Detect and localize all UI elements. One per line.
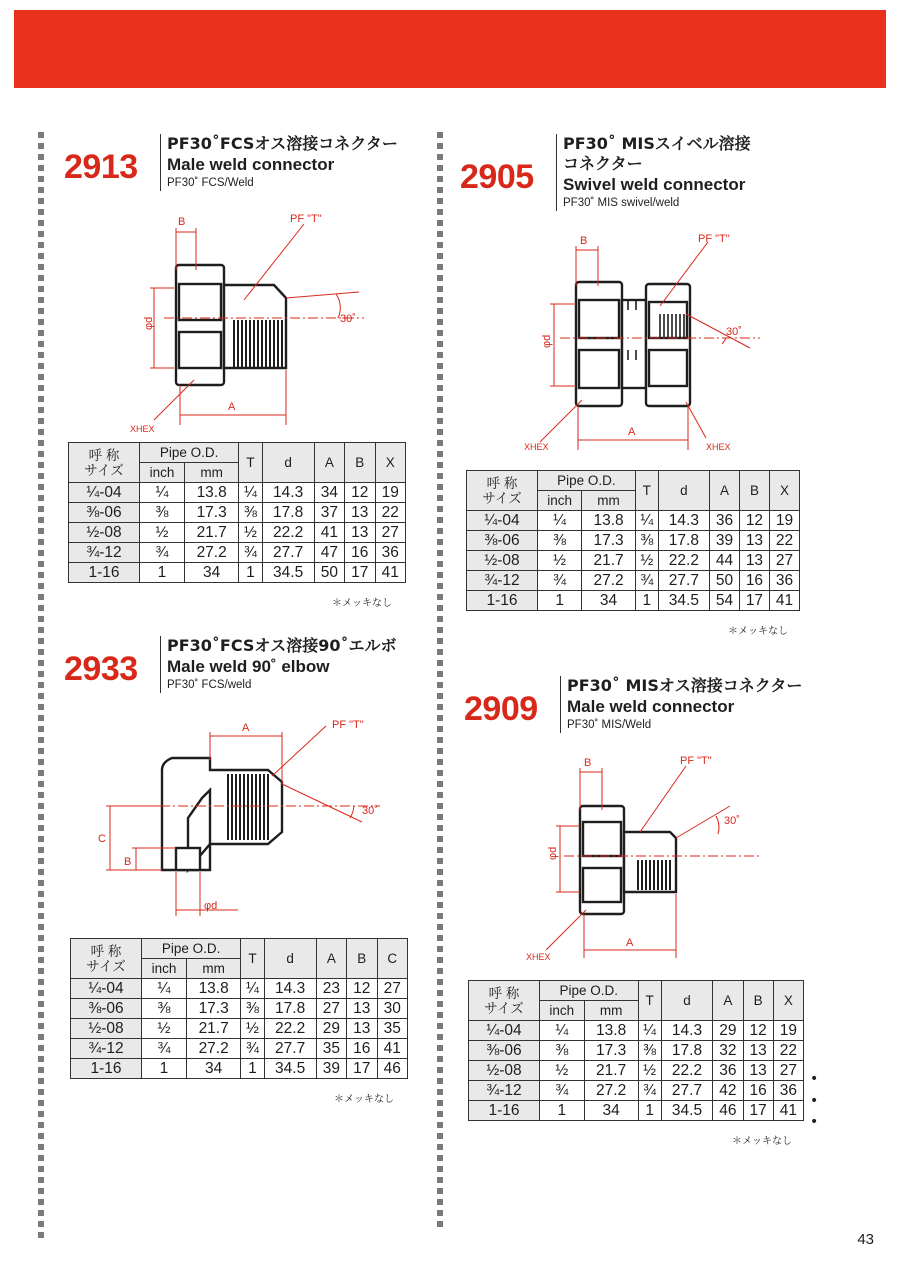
- cell: 16: [739, 571, 769, 591]
- header-d: d: [661, 981, 713, 1021]
- technical-drawing-2913: [124, 210, 384, 440]
- label-d: φd: [547, 846, 559, 860]
- cell: 46: [377, 1059, 407, 1079]
- header-t: T: [241, 939, 264, 979]
- cell: 12: [739, 511, 769, 531]
- cell: 36: [713, 1061, 743, 1081]
- cell: 17.8: [658, 531, 709, 551]
- product-2933: [64, 636, 434, 1116]
- cell: 34: [184, 563, 238, 583]
- header-size: 呼 称 サイズ: [467, 471, 538, 511]
- spec-table-2905: [466, 470, 800, 611]
- cell: ½: [538, 551, 582, 571]
- header-pipe-od: Pipe O.D.: [538, 471, 636, 491]
- cell: 22.2: [661, 1061, 713, 1081]
- cell-size: ¼-04: [467, 511, 538, 531]
- cell: 13.8: [582, 511, 636, 531]
- product-subname: PF30˚ MIS/Weld: [567, 719, 652, 731]
- cell: 46: [713, 1101, 743, 1121]
- cell: 34: [584, 1101, 638, 1121]
- cell: 41: [375, 563, 405, 583]
- header-inch: inch: [538, 491, 582, 511]
- left-column-divider: [38, 132, 44, 1240]
- cell: ¼: [142, 979, 187, 999]
- header-x: X: [375, 443, 405, 483]
- cell: 27.7: [262, 543, 314, 563]
- label-angle: 30˚: [340, 313, 356, 325]
- cell: 32: [713, 1041, 743, 1061]
- cell: ¾: [142, 1039, 187, 1059]
- header-d: d: [658, 471, 709, 511]
- cell: 29: [713, 1021, 743, 1041]
- cell: 34.5: [661, 1101, 713, 1121]
- cell: 27.2: [584, 1081, 638, 1101]
- product-subname: PF30˚ FCS/Weld: [167, 177, 254, 189]
- cell: 12: [347, 979, 377, 999]
- technical-drawing-2933: [92, 712, 402, 932]
- label-b: B: [178, 216, 186, 228]
- cell: 27.7: [661, 1081, 713, 1101]
- cell: 13: [743, 1061, 773, 1081]
- cell: 12: [345, 483, 375, 503]
- label-d: φd: [204, 900, 218, 912]
- cell: 39: [316, 1059, 346, 1079]
- cell-size: 1-16: [71, 1059, 142, 1079]
- page-number: 43: [857, 1231, 874, 1248]
- header-size: 呼 称 サイズ: [69, 443, 140, 483]
- cell-size: ⅜-06: [469, 1041, 540, 1061]
- cell: ⅜: [239, 503, 262, 523]
- cell: 21.7: [582, 551, 636, 571]
- cell: 37: [314, 503, 344, 523]
- cell: 14.3: [661, 1021, 713, 1041]
- table-row: [71, 1059, 408, 1079]
- cell: ⅜: [540, 1041, 585, 1061]
- row-mark: •: [810, 1092, 819, 1109]
- cell: ¼: [538, 511, 582, 531]
- cell: 1: [142, 1059, 187, 1079]
- product-number: 2913: [64, 148, 138, 186]
- cell: 1: [538, 591, 582, 611]
- cell: ¼: [540, 1021, 585, 1041]
- table-row: [469, 1021, 804, 1041]
- cell: 50: [314, 563, 344, 583]
- header-mm: mm: [186, 959, 240, 979]
- cell: 36: [769, 571, 799, 591]
- table-row: [71, 1039, 408, 1059]
- cell-size: ½-08: [69, 523, 140, 543]
- table-row: [467, 511, 800, 531]
- cell: ¼: [241, 979, 264, 999]
- cell: 17: [743, 1101, 773, 1121]
- row-mark: •: [810, 1071, 819, 1087]
- cell: 1: [638, 1101, 661, 1121]
- header-x: X: [773, 981, 803, 1021]
- cell-size: ¾-12: [469, 1081, 540, 1101]
- header-pipe-od: Pipe O.D.: [140, 443, 239, 463]
- header-d: d: [264, 939, 316, 979]
- product-2909: [464, 676, 854, 1156]
- plating-note: ＊メッキなし: [334, 1094, 394, 1105]
- cell: 17: [347, 1059, 377, 1079]
- product-2905: [460, 134, 840, 644]
- row-mark: •: [810, 1114, 819, 1130]
- cell: 1: [241, 1059, 264, 1079]
- table-row: [469, 1081, 804, 1101]
- label-a: A: [228, 401, 236, 413]
- cell: 27.2: [184, 543, 238, 563]
- cell: 35: [316, 1039, 346, 1059]
- product-names: [160, 636, 397, 693]
- cell: ½: [638, 1061, 661, 1081]
- cell: 34: [186, 1059, 240, 1079]
- header-inch: inch: [540, 1001, 585, 1021]
- cell: ¾: [239, 543, 262, 563]
- table-row: [467, 571, 800, 591]
- cell: ⅜: [142, 999, 187, 1019]
- label-angle: 30˚: [724, 815, 740, 827]
- product-names: [160, 134, 398, 191]
- header-t: T: [638, 981, 661, 1021]
- plating-note: ＊メッキなし: [728, 626, 788, 637]
- header-size: 呼 称 サイズ: [71, 939, 142, 979]
- cell: ¾: [140, 543, 185, 563]
- cell: 13: [743, 1041, 773, 1061]
- cell: 21.7: [584, 1061, 638, 1081]
- cell: ½: [540, 1061, 585, 1081]
- cell: 13: [345, 503, 375, 523]
- cell: 23: [316, 979, 346, 999]
- cell-size: 1-16: [469, 1101, 540, 1121]
- cell: ¾: [540, 1081, 585, 1101]
- cell: 13: [347, 1019, 377, 1039]
- label-a: A: [242, 722, 250, 734]
- product-name-jp: PF30˚FCSオス溶接コネクター: [167, 134, 398, 153]
- label-d: φd: [541, 334, 553, 348]
- cell: 17.8: [661, 1041, 713, 1061]
- cell: ¾: [538, 571, 582, 591]
- product-number: 2933: [64, 650, 138, 688]
- table-row: [467, 551, 800, 571]
- cell: 36: [773, 1081, 803, 1101]
- product-name-jp: PF30˚ MISオス溶接コネクター: [567, 676, 803, 695]
- label-b: B: [580, 235, 588, 247]
- cell: 19: [773, 1021, 803, 1041]
- cell: 13: [347, 999, 377, 1019]
- cell-size: ¾-12: [71, 1039, 142, 1059]
- cell: 41: [773, 1101, 803, 1121]
- cell: ⅜: [241, 999, 264, 1019]
- cell: ¼: [635, 511, 658, 531]
- plating-note: ＊メッキなし: [732, 1136, 792, 1147]
- cell: 12: [743, 1021, 773, 1041]
- label-a: A: [626, 937, 634, 949]
- product-name-jp: PF30˚FCSオス溶接90˚エルボ: [167, 636, 397, 655]
- cell: 16: [347, 1039, 377, 1059]
- cell: 21.7: [186, 1019, 240, 1039]
- cell: 13.8: [186, 979, 240, 999]
- cell: 13: [739, 531, 769, 551]
- label-angle: 30˚: [726, 326, 742, 338]
- table-row: [69, 543, 406, 563]
- cell: 14.3: [262, 483, 314, 503]
- cell: 34: [314, 483, 344, 503]
- cell: 19: [375, 483, 405, 503]
- label-pf: PF "T": [290, 213, 322, 225]
- cell: 1: [140, 563, 185, 583]
- table-row: [469, 1041, 804, 1061]
- cell: 36: [709, 511, 739, 531]
- label-pf: PF "T": [680, 755, 712, 767]
- cell-size: ¾-12: [467, 571, 538, 591]
- table-row: [467, 531, 800, 551]
- header-t: T: [635, 471, 658, 511]
- cell: 17.3: [582, 531, 636, 551]
- header-a: A: [709, 471, 739, 511]
- cell: 35: [377, 1019, 407, 1039]
- table-row: [69, 563, 406, 583]
- cell: 44: [709, 551, 739, 571]
- plating-note: ＊メッキなし: [332, 598, 392, 609]
- cell: 1: [239, 563, 262, 583]
- cell: 16: [743, 1081, 773, 1101]
- cell-size: ¼-04: [469, 1021, 540, 1041]
- cell: 27: [773, 1061, 803, 1081]
- cell: 16: [345, 543, 375, 563]
- cell: 29: [316, 1019, 346, 1039]
- table-row: [69, 523, 406, 543]
- cell-size: ½-08: [467, 551, 538, 571]
- table-row: [467, 591, 800, 611]
- technical-drawing-2905: [520, 230, 800, 452]
- cell: 21.7: [184, 523, 238, 543]
- cell: 13: [739, 551, 769, 571]
- table-row: [71, 1019, 408, 1039]
- label-hex-right: XHEX: [706, 442, 731, 452]
- cell: 39: [709, 531, 739, 551]
- header-c: C: [377, 939, 407, 979]
- product-name-jp-line2: コネクター: [563, 154, 643, 173]
- cell-size: ¾-12: [69, 543, 140, 563]
- cell: 27.2: [582, 571, 636, 591]
- label-a: A: [628, 426, 636, 438]
- cell: 17.3: [186, 999, 240, 1019]
- cell: 22.2: [264, 1019, 316, 1039]
- cell: 22: [769, 531, 799, 551]
- header-b: B: [739, 471, 769, 511]
- table-row: [469, 1101, 804, 1121]
- header-size: 呼 称 サイズ: [469, 981, 540, 1021]
- cell: 22.2: [658, 551, 709, 571]
- label-angle: 30˚: [362, 805, 378, 817]
- label-pf: PF "T": [332, 719, 364, 731]
- cell: 30: [377, 999, 407, 1019]
- cell: 34.5: [264, 1059, 316, 1079]
- row-mark: [810, 1026, 818, 1048]
- header-mm: mm: [184, 463, 238, 483]
- cell: 17: [739, 591, 769, 611]
- header-t: T: [239, 443, 262, 483]
- label-b: B: [584, 757, 592, 769]
- spec-table-2909: [468, 980, 804, 1121]
- spec-table-2913: [68, 442, 406, 583]
- product-names: [560, 676, 802, 733]
- right-column-divider: [437, 132, 443, 1230]
- cell-size: ⅜-06: [71, 999, 142, 1019]
- cell: 17.3: [584, 1041, 638, 1061]
- spec-table-2933: [70, 938, 408, 1079]
- product-names: [556, 134, 751, 211]
- cell: ¾: [638, 1081, 661, 1101]
- label-b: B: [124, 856, 132, 868]
- header-red-band: [14, 10, 886, 88]
- cell: 54: [709, 591, 739, 611]
- header-mm: mm: [584, 1001, 638, 1021]
- cell: 34: [582, 591, 636, 611]
- cell: 13.8: [584, 1021, 638, 1041]
- cell: ⅜: [538, 531, 582, 551]
- product-name-jp: PF30˚ MISスイベル溶接: [563, 134, 751, 153]
- cell: 22.2: [262, 523, 314, 543]
- product-subname: PF30˚ MIS swivel/weld: [563, 197, 680, 209]
- cell: 14.3: [658, 511, 709, 531]
- cell: 22: [375, 503, 405, 523]
- cell: ¼: [140, 483, 185, 503]
- product-name-en: Male weld connector: [167, 155, 335, 174]
- cell-size: ¼-04: [71, 979, 142, 999]
- cell: 17.8: [264, 999, 316, 1019]
- cell-size: ½-08: [71, 1019, 142, 1039]
- technical-drawing-2909: [520, 752, 780, 964]
- cell: 17: [345, 563, 375, 583]
- cell: 1: [635, 591, 658, 611]
- header-pipe-od: Pipe O.D.: [142, 939, 241, 959]
- cell-size: 1-16: [467, 591, 538, 611]
- label-hex: XHEX: [130, 424, 155, 434]
- cell: 27: [769, 551, 799, 571]
- product-subname: PF30˚ FCS/weld: [167, 679, 252, 691]
- cell: 17.8: [262, 503, 314, 523]
- header-b: B: [347, 939, 377, 979]
- cell: 27: [377, 979, 407, 999]
- header-d: d: [262, 443, 314, 483]
- cell: ½: [140, 523, 185, 543]
- cell: ½: [239, 523, 262, 543]
- cell-size: ¼-04: [69, 483, 140, 503]
- header-inch: inch: [140, 463, 185, 483]
- label-hex-left: XHEX: [524, 442, 549, 452]
- table-row: [71, 979, 408, 999]
- label-hex: XHEX: [526, 952, 551, 962]
- header-pipe-od: Pipe O.D.: [540, 981, 639, 1001]
- product-number: 2905: [460, 158, 534, 196]
- cell: ⅜: [638, 1041, 661, 1061]
- product-name-en: Male weld connector: [567, 697, 735, 716]
- header-b: B: [743, 981, 773, 1021]
- cell: 41: [769, 591, 799, 611]
- header-a: A: [316, 939, 346, 979]
- product-name-en: Male weld 90˚ elbow: [167, 657, 330, 676]
- header-a: A: [713, 981, 743, 1021]
- cell: ¾: [241, 1039, 264, 1059]
- cell: 27: [375, 523, 405, 543]
- product-2913: [64, 134, 434, 614]
- header-b: B: [345, 443, 375, 483]
- cell: 41: [314, 523, 344, 543]
- table-row: [71, 999, 408, 1019]
- cell: 27.7: [264, 1039, 316, 1059]
- product-number: 2909: [464, 690, 538, 728]
- table-row: [69, 503, 406, 523]
- cell: 17.3: [184, 503, 238, 523]
- table-row: [469, 1061, 804, 1081]
- header-x: X: [769, 471, 799, 511]
- cell: ⅜: [140, 503, 185, 523]
- cell: 27: [316, 999, 346, 1019]
- cell: 36: [375, 543, 405, 563]
- header-a: A: [314, 443, 344, 483]
- cell: ⅜: [635, 531, 658, 551]
- cell: 41: [377, 1039, 407, 1059]
- cell: 13: [345, 523, 375, 543]
- cell: 27.2: [186, 1039, 240, 1059]
- cell: 1: [540, 1101, 585, 1121]
- cell-size: ⅜-06: [467, 531, 538, 551]
- label-pf: PF "T": [698, 233, 730, 245]
- cell: 19: [769, 511, 799, 531]
- cell: ½: [635, 551, 658, 571]
- cell-size: ⅜-06: [69, 503, 140, 523]
- product-name-en: Swivel weld connector: [563, 175, 746, 194]
- cell: 22: [773, 1041, 803, 1061]
- cell-size: 1-16: [69, 563, 140, 583]
- cell: 14.3: [264, 979, 316, 999]
- cell: ½: [241, 1019, 264, 1039]
- cell: ½: [142, 1019, 187, 1039]
- row-marks: [810, 1026, 818, 1134]
- cell: 50: [709, 571, 739, 591]
- label-d: φd: [143, 316, 155, 330]
- cell: ¾: [635, 571, 658, 591]
- cell: 42: [713, 1081, 743, 1101]
- header-mm: mm: [582, 491, 636, 511]
- table-row: [69, 483, 406, 503]
- cell: 34.5: [262, 563, 314, 583]
- cell: 27.7: [658, 571, 709, 591]
- cell: ¼: [239, 483, 262, 503]
- row-mark: [810, 1048, 818, 1070]
- label-c: C: [98, 833, 106, 845]
- header-inch: inch: [142, 959, 187, 979]
- cell-size: ½-08: [469, 1061, 540, 1081]
- cell: 34.5: [658, 591, 709, 611]
- cell: 47: [314, 543, 344, 563]
- cell: 13.8: [184, 483, 238, 503]
- cell: ¼: [638, 1021, 661, 1041]
